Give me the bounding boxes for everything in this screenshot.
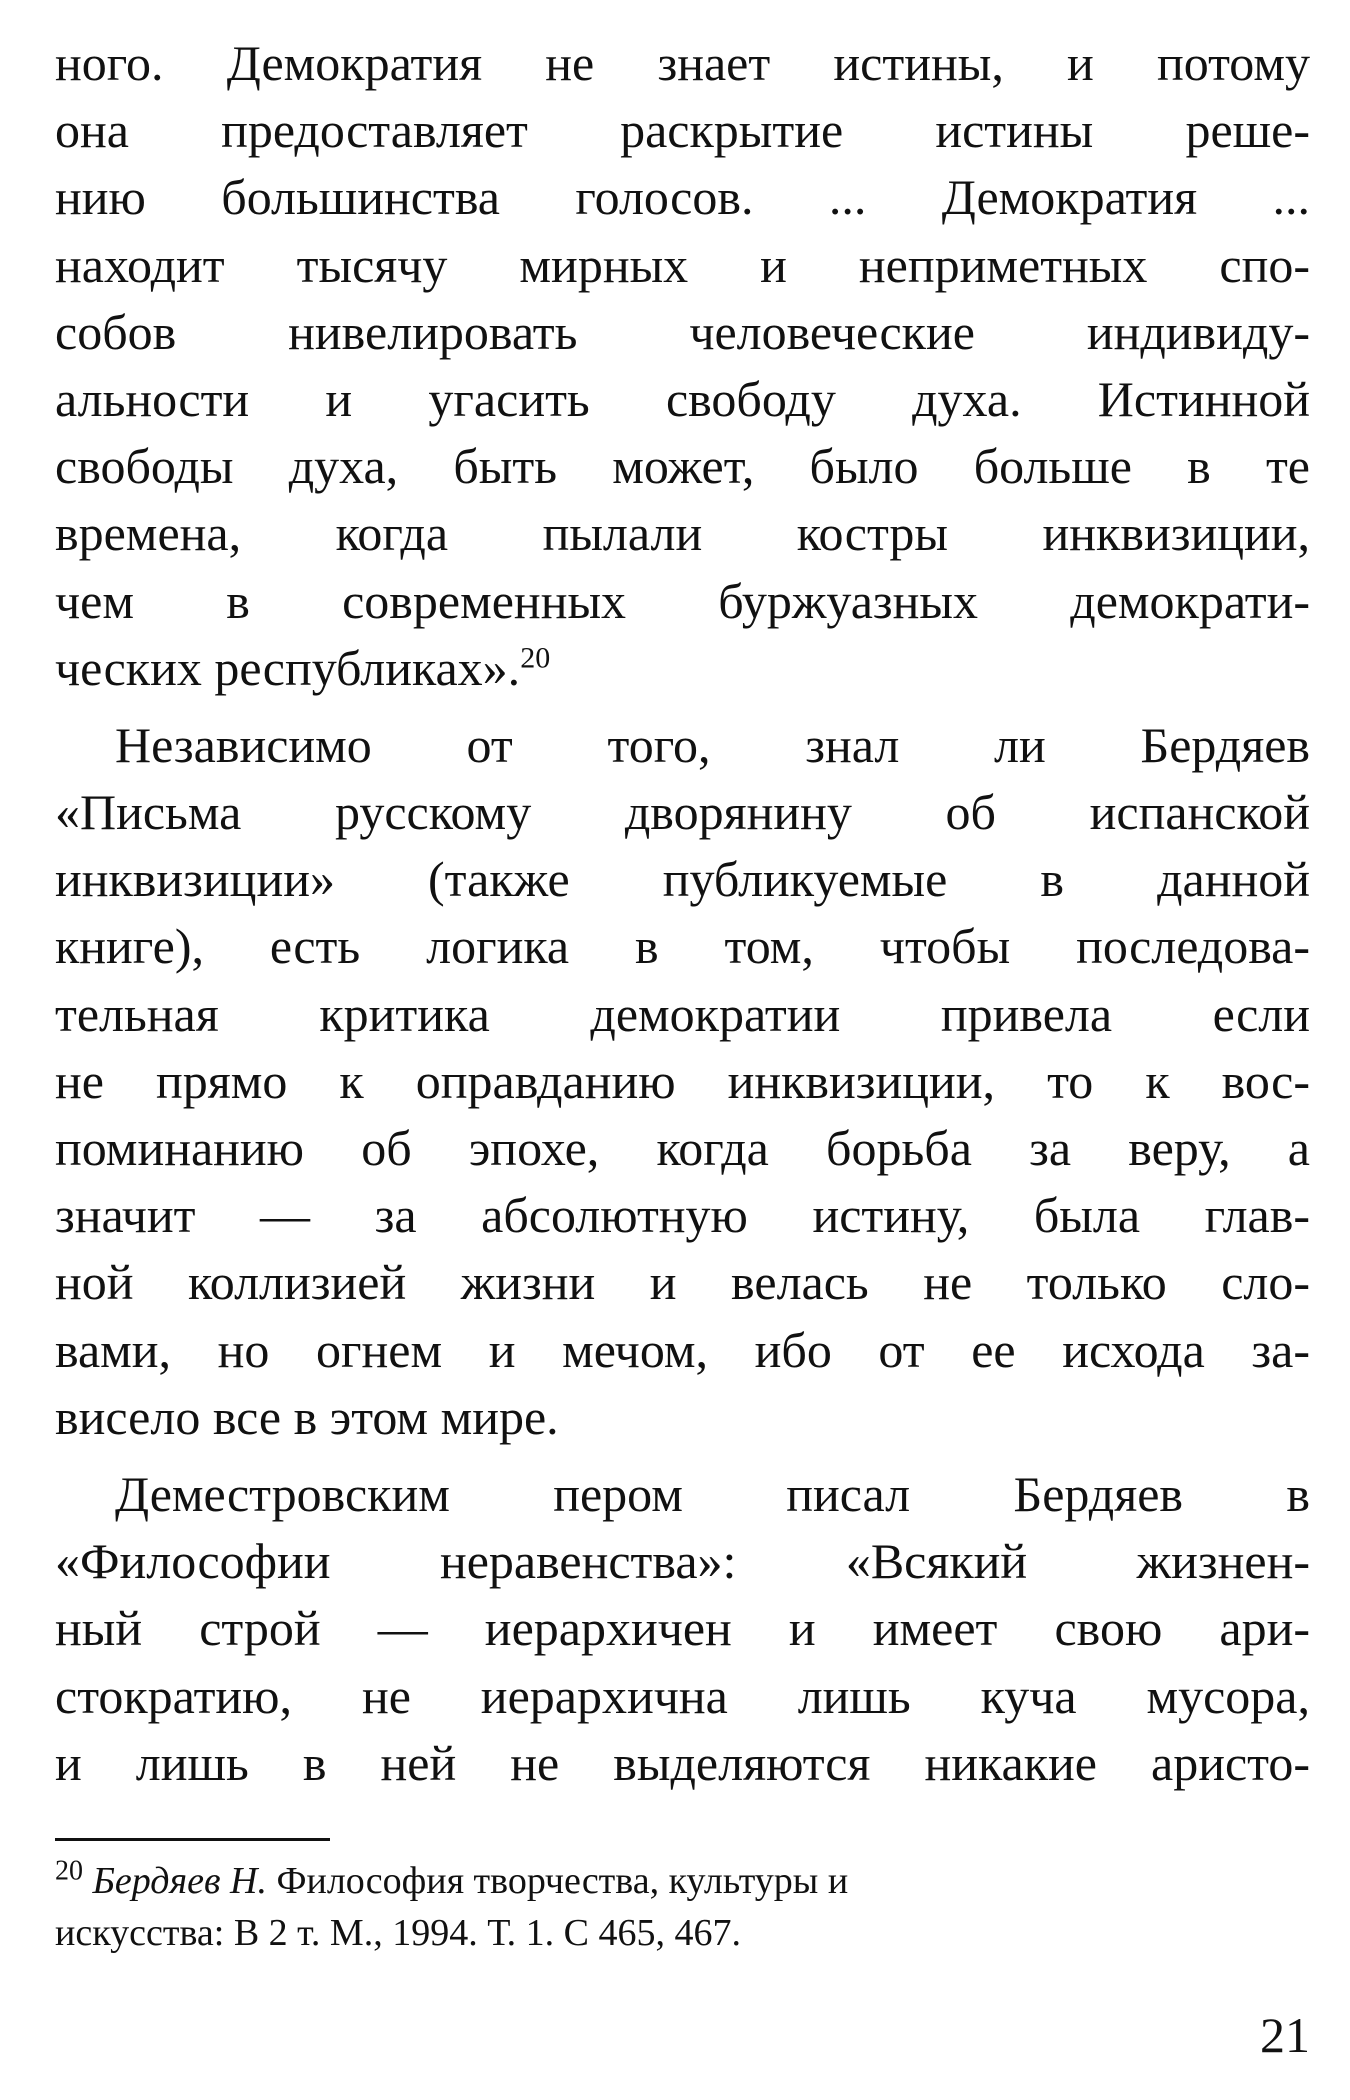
page-number: 21 [1260,2007,1310,2063]
text-line: висело все в этом мире. [55,1388,559,1445]
text-fragment: ческих республиках». [55,639,521,696]
main-text [55,30,1310,1797]
text-line: она предоставляет раскрытие истины реше- [55,102,1310,159]
text-line: времена, когда пылали костры инквизиции, [55,505,1310,562]
footnote-text: Философия творчества, культуры и [266,1860,849,1902]
paragraph-2 [55,712,1310,1451]
text-line: стократию, не иерархична лишь куча мусора, [55,1667,1310,1724]
text-line: ный строй — иерархичен и имеет свою ари- [55,1600,1310,1657]
text-line: альности и угасить свободу духа. Истинной [55,370,1310,427]
footnote-divider [55,1838,330,1841]
text-line: Независимо от того, знал ли Бердяев [115,716,1310,773]
text-line: не прямо к оправданию инквизиции, то к вос- [55,1052,1310,1109]
text-line: находит тысячу мирных и неприметных спо- [55,236,1310,293]
text-line: поминанию об эпохе, когда борьба за веру, а [55,1120,1310,1176]
text-line: «Философии неравенства»: «Всякий жизнен- [55,1533,1310,1590]
footnote-number: 20 [55,1855,83,1887]
footnote-line [55,1855,1310,1907]
text-line: чем в современных буржуазных демократи- [55,572,1310,629]
footnote [55,1855,1310,1959]
text-line: «Письма русскому дворянину об испанской [55,784,1310,841]
text-line: значит — за абсолютную истину, была глав- [55,1187,1310,1244]
text-line: книге), есть логика в том, чтобы последова- [55,918,1310,975]
text-line: свободы духа, быть может, было больше в те [55,438,1310,495]
text-line: Деместровским пером писал Бердяев в [115,1465,1310,1522]
text-line: ной коллизией жизни и велась не только сло- [55,1254,1310,1311]
text-line: собов нивелировать человеческие индивиду- [55,303,1310,360]
paragraph-3 [55,1461,1310,1797]
footnote-reference: 20 [520,641,551,675]
text-line: нию большинства голосов. ... Демократия ... [55,169,1310,226]
footnote-line: искусства: В 2 т. М., 1994. Т. 1. С 465, 467. [55,1912,741,1954]
text-line: вами, но огнем и мечом, ибо от ее исхода за- [55,1321,1310,1378]
text-line: и лишь в ней не выделяются никакие аристо- [55,1734,1310,1791]
text-line: тельная критика демократии привела если [55,985,1310,1042]
footnote-author: Бердяев Н. [92,1860,267,1902]
text-line: ного. Демократия не знает истины, и потому [55,35,1310,91]
text-line: инквизиции» (также публикуемые в данной [55,851,1310,908]
text-line-last [55,635,1310,702]
paragraph-1 [55,30,1310,702]
